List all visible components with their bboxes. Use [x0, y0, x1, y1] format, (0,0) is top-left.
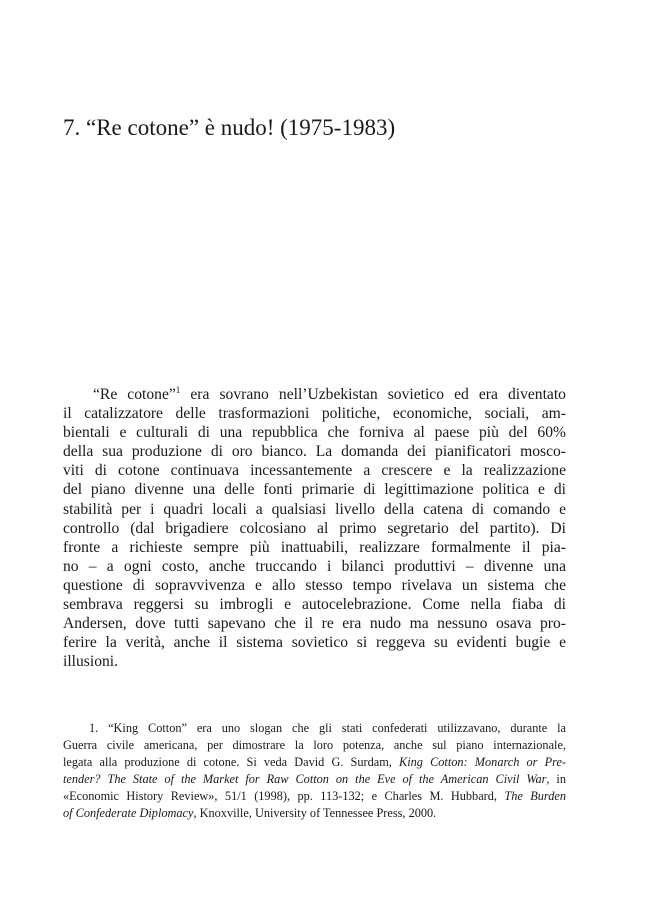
footnote-line [63, 788, 566, 805]
footnote [63, 720, 566, 822]
body-line: controllo (dal brigadiere colcosiano al primo segretario del partito). Di [63, 519, 566, 537]
body-paragraph [63, 385, 566, 671]
footnote-title-italic: King Cotton: Monarch or Pre- [399, 755, 566, 769]
chapter-title: 7. “Re cotone” è nudo! (1975-1983) [63, 115, 396, 140]
footnote-text: legata alla produzione di cotone. Si veda David G. Surdam, [63, 755, 392, 769]
body-line: ferire la verità, anche il sistema sovietico si reggeva su evidenti bugie e [63, 634, 566, 652]
footnote-title-italic: The Burden [504, 789, 567, 803]
footnote-title-italic: tender? The State of the Market for Raw Cotton on the Eve of the American Civil War [63, 772, 547, 786]
body-line: della sua produzione di oro bianco. La domanda dei pianificatori mosco- [63, 443, 566, 461]
footnote-text: «Economic History Review», 51/1 (1998), pp. 113-132; e Charles M. Hubbard, [63, 789, 497, 803]
footnote-line [63, 771, 566, 788]
body-line: Andersen, dove tutti sapevano che il re era nudo ma nessuno osava pro- [63, 615, 566, 633]
body-line: stabilità per i quadri locali a qualsiasi livello della catena di comando e [63, 500, 566, 518]
body-line: questione di sopravvivenza e allo stesso tempo rivelava un sistema che [63, 576, 566, 594]
footnote-line: Guerra civile americana, per dimostrare la loro potenza, anche sul piano internazionale, [63, 738, 566, 752]
body-line: sembrava reggersi su imbrogli e autocelebrazione. Come nella fiaba di [63, 596, 566, 614]
footnote-reference[interactable]: 1 [175, 385, 181, 395]
footnote-line [63, 805, 566, 822]
body-line [63, 385, 566, 404]
body-line: del piano divenne una delle fonti primarie di legittimazione politica e di [63, 481, 566, 499]
footnote-line: 1. “King Cotton” era uno slogan che gli stati confederati utilizzavano, durante la [89, 721, 566, 735]
footnote-title-italic: of Confederate Diplomacy [63, 806, 194, 820]
footnote-line [63, 754, 566, 771]
body-line-rest: era sovrano nell’Uzbekistan sovietico ed era diventato [190, 386, 566, 403]
footnote-text: , in [546, 772, 566, 786]
body-line: no – a ogni costo, anche truccando i bilanci produttivi – divenne una [63, 557, 566, 575]
body-line: bientali e culturali di una repubblica che forniva al paese più del 60% [63, 424, 566, 442]
body-line: il catalizzatore delle trasformazioni politiche, economiche, sociali, am- [63, 405, 566, 423]
body-line: viti di cotone continuava incessantemente a crescere e la realizzazione [63, 462, 566, 480]
body-line: illusioni. [63, 653, 119, 671]
body-line: fronte a richieste sempre più inattuabili, realizzare formalmente il pia- [63, 538, 566, 556]
body-line-start: “Re cotone” [93, 386, 176, 403]
footnote-text: , Knoxville, University of Tennessee Press, 2000. [193, 806, 437, 820]
